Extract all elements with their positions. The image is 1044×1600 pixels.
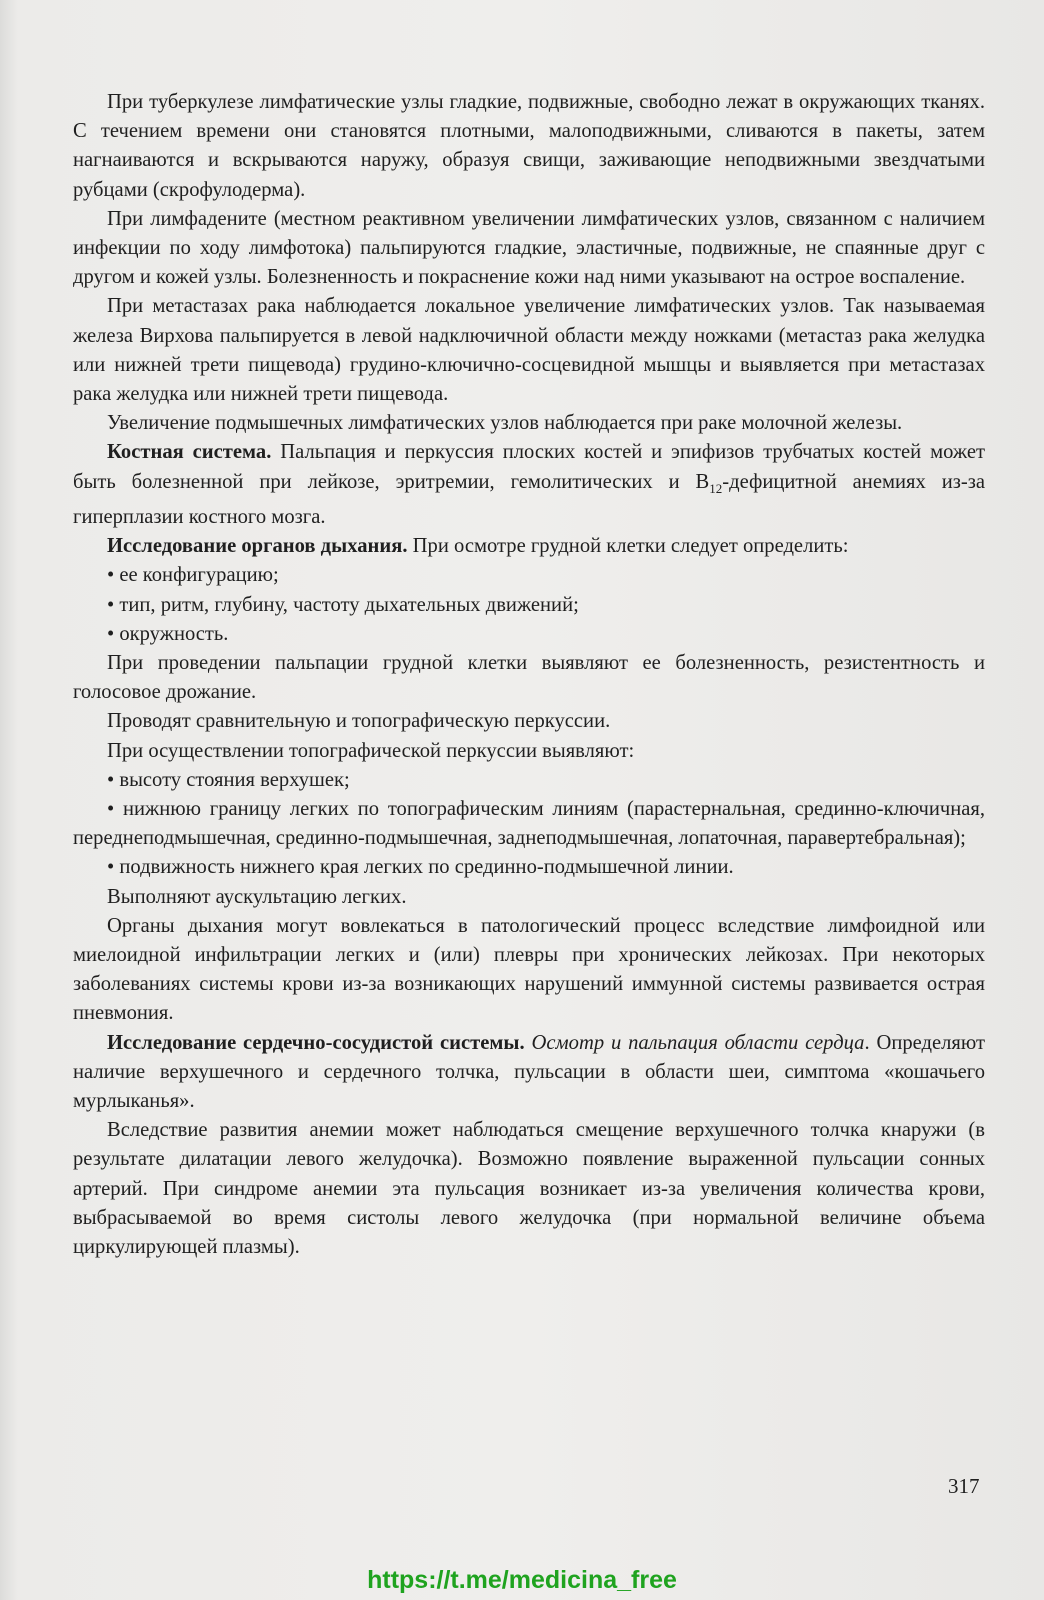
paragraph-anemia-shift: Вследствие развития анемии может наблюдаться смещение верхушечного толчка кнаружи (в результате дилатации левого желудочка). Возможно появление выраженной пульсации сонных артерий. При синдроме анемии эта пульсация возникает из-за увеличения количества крови, выбрасываемой во время систолы левого желудочка (при нормальной величине объема циркулирующей плазмы). xyxy=(73,1119,985,1259)
paragraph-palpation: При проведении пальпации грудной клетки выявляют ее болезненность, резистентность и голосовое дрожание. xyxy=(73,651,985,704)
bone-system-text: Пальпация и перкуссия плоских костей и эпифизов трубчатых костей может быть болезненной при лейкозе, эритремии, гемолитических и B xyxy=(73,441,985,493)
cardiovascular-text: . Определяют наличие верхушечного и сердечного толчка, пульсации в области шеи, симптома «кошачьего мурлыканья». xyxy=(73,1031,985,1113)
heading-cardiovascular: Исследование сердечно-сосудистой системы. xyxy=(107,1031,525,1054)
paragraph-auscultation: Выполняют аускультацию легких. xyxy=(107,885,407,908)
watermark-link[interactable]: https://t.me/medicina_free xyxy=(367,1566,677,1594)
paragraph-leukosis-lungs: Органы дыхания могут вовлекаться в патологический процесс вследствие лимфоидной или миелоидной инфильтрации легких и (или) плевры при хронических лейкозах. При некоторых заболеваниях системы крови из-за возникающих нарушений иммунной системы развивается острая пневмония. xyxy=(73,914,985,1025)
bone-system-tail: -дефицитной анемиях из-за гиперплазии костного мозга. xyxy=(73,470,985,528)
page-body xyxy=(73,88,985,1262)
list-item: • ее конфигурацию; xyxy=(107,564,279,587)
list-item: • подвижность нижнего края легких по срединно-подмышечной линии. xyxy=(107,856,734,879)
paragraph-percussion: Проводят сравнительную и топографическую перкуссии. xyxy=(107,710,611,733)
paragraph-bone-system xyxy=(73,438,985,532)
b12-subscript: 12 xyxy=(709,480,723,496)
paragraph-cardiovascular xyxy=(73,1029,985,1117)
paragraph-topographic: При осуществлении топографической перкуссии выявляют: xyxy=(107,739,635,762)
paragraph-axillary-nodes: Увеличение подмышечных лимфатических узлов наблюдается при раке молочной железы. xyxy=(107,412,903,435)
subheading-inspection: Осмотр и пальпация области сердца xyxy=(524,1031,865,1054)
page-number: 317 xyxy=(948,1474,980,1498)
paragraph-metastases: При метастазах рака наблюдается локальное увеличение лимфатических узлов. Так называемая железа Вирхова пальпируется в левой надключичной области между ножками (метастаз рака желудка или нижней трети пищевода) грудино-ключично-сосцевидной мышцы и выявляется при метастазах рака желудка или нижней трети пищевода. xyxy=(73,295,985,406)
heading-bone-system: Костная система. xyxy=(107,441,272,464)
list-item: • окружность. xyxy=(107,622,229,645)
paragraph-lymphadenitis: При лимфадените (местном реактивном увеличении лимфатических узлов, связанном с наличием инфекции по ходу лимфотока) пальпируются гладкие, эластичные, подвижные, не спаянные друг с другом и кожей узлы. Болезненность и покраснение кожи над ними указывают на острое воспаление. xyxy=(73,207,985,289)
respiratory-text: При осмотре грудной клетки следует определить: xyxy=(407,535,849,558)
list-item: • нижнюю границу легких по топографическим линиям (парастернальная, срединно-ключичная, переднеподмышечная, срединно-подмышечная, заднеподмышечная, лопаточная, паравертебральная); xyxy=(73,797,985,850)
paragraph-respiratory xyxy=(73,532,985,561)
list-item: • высоту стояния верхушек; xyxy=(107,768,350,791)
paragraph-tuberculosis: При туберкулезе лимфатические узлы гладкие, подвижные, свободно лежат в окружающих тканях. С течением времени они становятся плотными, малоподвижными, сливаются в пакеты, затем нагнаиваются и вскрываются наружу, образуя свищи, заживающие неподвижными звездчатыми рубцами (скрофулодерма). xyxy=(73,91,985,201)
heading-respiratory: Исследование органов дыхания. xyxy=(107,535,408,558)
list-item: • тип, ритм, глубину, частоту дыхательных движений; xyxy=(107,593,579,616)
